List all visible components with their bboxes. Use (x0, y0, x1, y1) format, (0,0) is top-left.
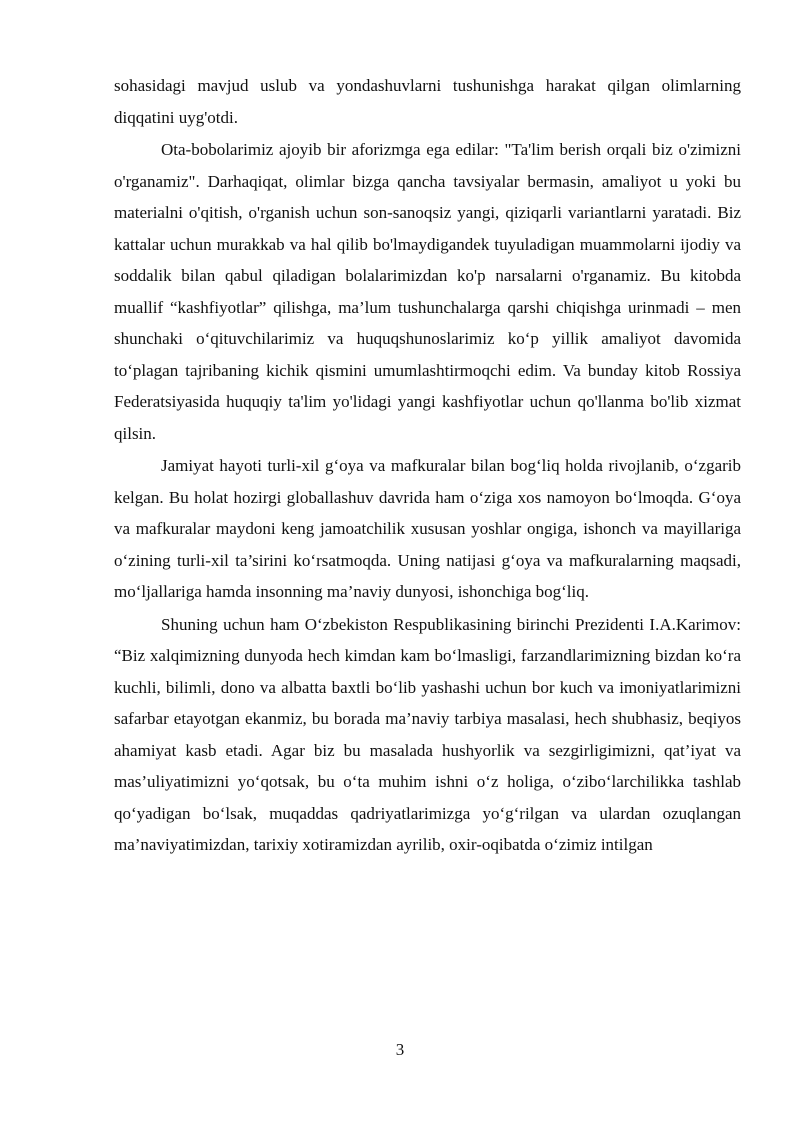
paragraph-continuation: sohasidagi mavjud uslub va yondashuvlarni tushunishga harakat qilgan olimlarning diqqatini uyg'otdi. (114, 76, 741, 127)
paragraph-aphorism: Ota-bobolarimiz ajoyib bir aforizmga ega edilar: "Ta'lim berish orqali biz o'zimizni o'rganamiz". Darhaqiqat, olimlar bizga qancha tavsiyalar bermasin, amaliyot u yoki bu materialni o'qitish, o'rganish uchun son-sanoqsiz yangi, qiziqarli variantlarni yaratadi. Biz kattalar uchun murakkab va hal qilib bo'lmaydigandek tuyuladigan muammolarni ijodiy va soddalik bilan qabul qiladigan bolalarimizdan ko'p narsalarni o'rganamiz. Bu kitobda muallif “kashfiyotlar” qilishga, ma’lum tushunchalarga qarshi chiqishga urinmadi – men shunchaki o‘qituvchilarimiz va huquqshunoslarimiz ko‘p yillik amaliyot davomida to‘plagan tajribaning kichik qismini umumlashtirmoqchi edim. Va bunday kitob Rossiya Federatsiyasida huquqiy ta'lim yo'lidagi yangi kashfiyotlar uchun qo'llanma bo'lib xizmat qilsin. (114, 140, 741, 443)
paragraph-president-quote: Shuning uchun ham O‘zbekiston Respublikasining birinchi Prezidenti I.A.Karimov: “Biz xalqimizning dunyoda hech kimdan kam bo‘lmasligi, farzandlarimizning bizdan ko‘ra kuchli, bilimli, dono va albatta baxtli bo‘lib yashashi uchun bor kuch va imoniyatlarimizni safarbar etayotgan ekanmiz, bu borada ma’naviy tarbiya masalasi, hech shubhasiz, beqiyos ahamiyat kasb etadi. Agar biz bu masalada hushyorlik va sezgirligimizni, qat’iyat va mas’uliyatimizni yo‘qotsak, bu o‘ta muhim ishni o‘z holiga, o‘zibo‘larchilikka tashlab qo‘yadigan bo‘lsak, muqaddas qadriyatlarimizga yo‘g‘rilgan va ulardan ozuqlangan ma’naviyatimizdan, tarixiy xotiramizdan ayrilib, oxir-oqibatda o‘zimiz intilgan (114, 614, 741, 854)
paragraph-society: Jamiyat hayoti turli-xil g‘oya va mafkuralar bilan bog‘liq holda rivojlanib, o‘zgarib kelgan. Bu holat hozirgi globallashuv davrida ham o‘ziga xos namoyon bo‘lmoqda. G‘oya va mafkuralar maydoni keng jamoatchilik xususan yoshlar ongiga, ishonch va mayillariga o‘zining turli-xil ta’sirini ko‘rsatmoqda. Uning natijasi g‘oya va mafkuralarning maqsadi, mo‘ljallariga hamda insonning ma’naviy dunyosi, ishonchiga bog‘liq. (114, 456, 741, 601)
page-number: 3 (395, 1040, 405, 1059)
page-body (114, 70, 741, 861)
